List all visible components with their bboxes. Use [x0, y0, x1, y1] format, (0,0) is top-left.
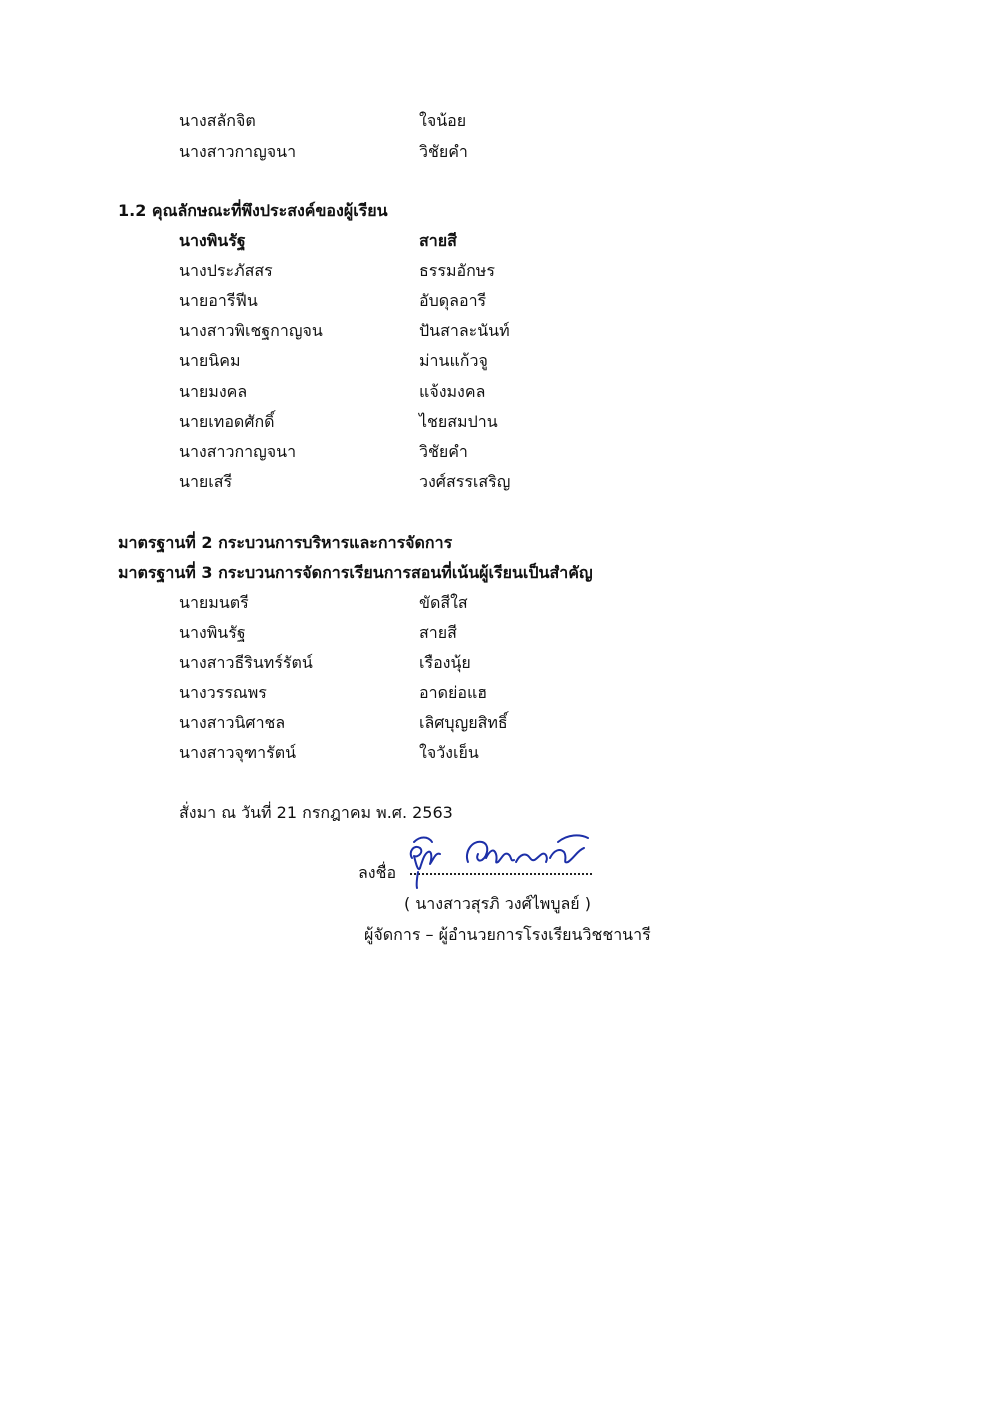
list-item [0, 588, 992, 618]
member-last-name: วิชัยคำ [419, 442, 468, 461]
member-first-name: นางสาวนิศาชล [179, 713, 286, 732]
member-last-name: ปันสาละนันท์ [419, 321, 510, 340]
member-first-name: นางวรรณพร [179, 683, 267, 702]
signer-title: ผู้จัดการ – ผู้อำนวยการโรงเรียนวิชชานารี [364, 925, 651, 944]
member-first-name: นางสาวพิเชฐกาญจน [179, 321, 323, 340]
list-item [0, 618, 992, 648]
list-item [0, 316, 992, 346]
handwritten-signature [398, 828, 598, 890]
member-first-name: นายอารีฟีน [179, 291, 258, 310]
signer-name: ( นางสาวสุรภิ วงศ์ไพบูลย์ ) [404, 894, 591, 913]
member-first-name: นางพินรัฐ [179, 231, 246, 250]
member-first-name: นางสาวกาญจนา [179, 442, 297, 461]
list-item [0, 678, 992, 708]
member-last-name: ขัดสีใส [419, 593, 468, 612]
list-item [0, 708, 992, 738]
section-heading: มาตรฐานที่ 3 กระบวนการจัดการเรียนการสอนที่เน้นผู้เรียนเป็นสำคัญ [118, 563, 593, 582]
section-heading: 1.2 คุณลักษณะที่พึงประสงค์ของผู้เรียน [118, 201, 388, 220]
member-last-name: สายสี [419, 623, 457, 642]
list-item [0, 407, 992, 437]
member-last-name: ไชยสมปาน [419, 412, 498, 431]
member-last-name: วงศ์สรรเสริญ [419, 472, 511, 491]
member-first-name: นางพินรัฐ [179, 623, 246, 642]
member-last-name: ใจวังเย็น [419, 743, 479, 762]
member-last-name: เรืองนุ้ย [419, 653, 471, 672]
member-first-name: นายนิคม [179, 351, 241, 370]
list-item [0, 648, 992, 678]
list-item [0, 467, 992, 497]
member-last-name: วิชัยคำ [419, 142, 468, 161]
member-first-name: นางประภัสสร [179, 261, 273, 280]
member-first-name: นายมงคล [179, 382, 248, 401]
member-first-name: นางสาวกาญจนา [179, 142, 297, 161]
list-item [0, 377, 992, 407]
member-first-name: นายมนตรี [179, 593, 249, 612]
list-item [0, 256, 992, 286]
member-last-name: แจ้งมงคล [419, 382, 486, 401]
member-first-name: นางสลักจิต [179, 111, 256, 130]
list-item [0, 137, 992, 167]
list-item [0, 346, 992, 376]
member-last-name: เลิศบุญยสิทธิ์ [419, 713, 508, 732]
member-last-name: ใจน้อย [419, 111, 467, 130]
member-last-name: ธรรมอักษร [419, 261, 495, 280]
member-last-name: อับดุลอารี [419, 291, 487, 310]
member-last-name: อาดย่อแฮ [419, 683, 488, 702]
list-item [0, 106, 992, 136]
list-item [0, 738, 992, 768]
member-last-name: สายสี [419, 231, 457, 250]
order-date: สั่งมา ณ วันที่ 21 กรกฎาคม พ.ศ. 2563 [179, 803, 453, 822]
member-first-name: นางสาวจุฑารัตน์ [179, 743, 297, 762]
member-first-name: นางสาวธีรินทร์รัตน์ [179, 653, 313, 672]
section-heading: มาตรฐานที่ 2 กระบวนการบริหารและการจัดการ [118, 533, 453, 552]
list-item [0, 437, 992, 467]
list-item [0, 286, 992, 316]
member-last-name: ม่านแก้วจู [419, 351, 488, 370]
signature-label: ลงชื่อ [358, 863, 397, 882]
member-first-name: นายเทอดศักดิ์ [179, 412, 275, 431]
member-first-name: นายเสรี [179, 472, 233, 491]
list-item [0, 226, 992, 256]
